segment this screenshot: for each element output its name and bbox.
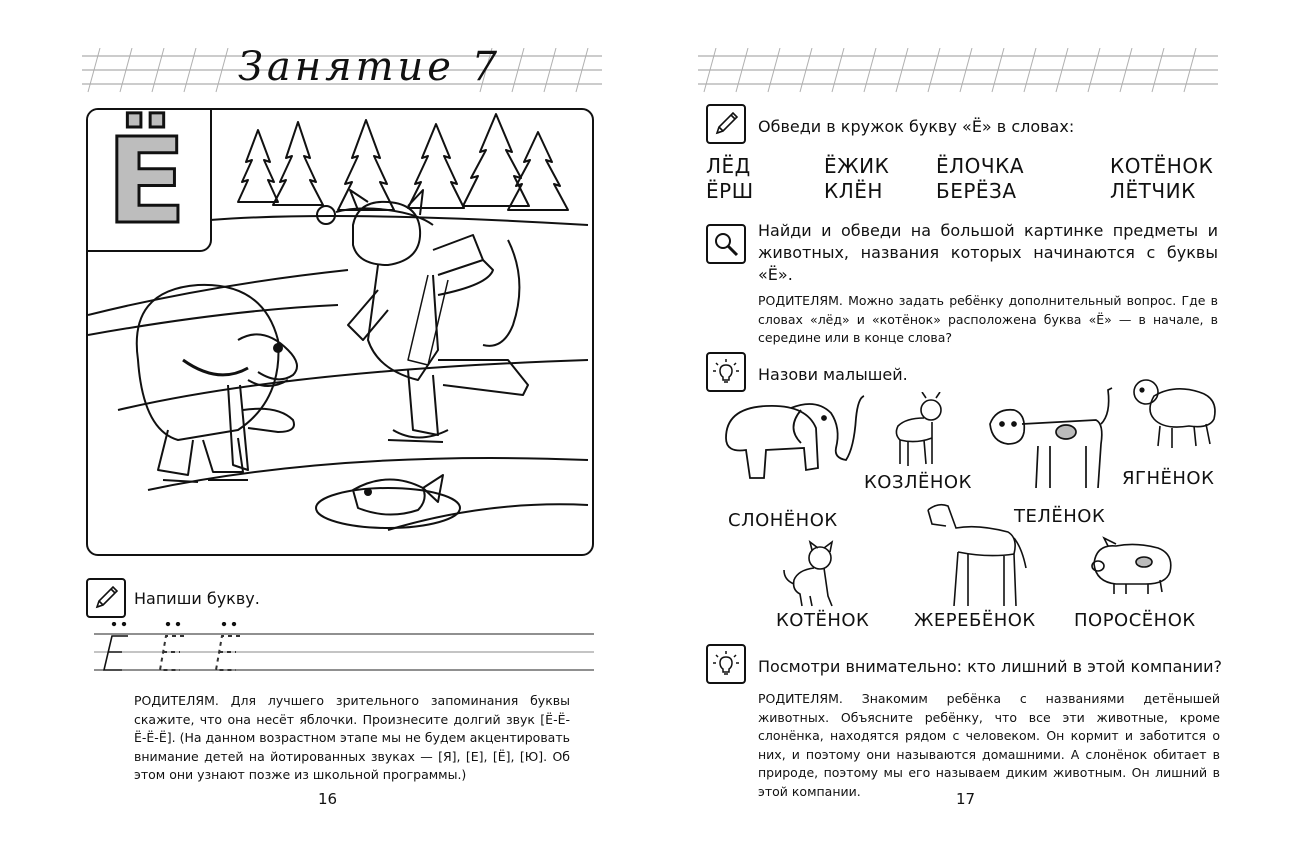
coloring-picture: [86, 108, 594, 556]
letter-practice-lines: [94, 622, 594, 682]
word: ЁРШ: [706, 179, 754, 203]
piglet-illustration: [1086, 534, 1176, 598]
label-calf: ТЕЛЁНОК: [1014, 506, 1106, 527]
label-elephant-calf: СЛОНЁНОК: [728, 510, 838, 531]
kitten-illustration: [780, 540, 850, 608]
elephant-calf-illustration: [706, 388, 866, 498]
big-letter: Ё: [106, 112, 187, 250]
word-grid: [706, 154, 1226, 204]
word: ЛЁД: [706, 154, 751, 178]
page-number-16: 16: [318, 790, 338, 808]
label-foal: ЖЕРЕБЁНОК: [914, 610, 1036, 631]
label-goat-kid: КОЗЛЁНОК: [864, 472, 972, 493]
parents-note-right: РОДИТЕЛЯМ. Знакомим ребёнка с названиями детёнышей животных. Объясните ребёнку, что все эти животные, кроме слонёнка, находятся рядом с человеком. Он кормит и заботится о них, и поэтому они называются домашними. А слонёнок обитает в природе, поэтому мы его называем диким животным. Он лишний в этой компании.: [758, 691, 1220, 799]
magnifier-icon: [706, 224, 746, 264]
pencil-icon: [706, 104, 746, 144]
task-find-objects: Найди и обведи на большой картинке предметы и животных, названия которых начинаются с буквы «Ё».: [758, 221, 1218, 284]
foal-illustration: [918, 498, 1028, 610]
goat-kid-illustration: [886, 392, 956, 472]
task-odd-one-out: Посмотри внимательно: кто лишний в этой компании?: [758, 657, 1223, 676]
lamb-illustration: [1124, 374, 1224, 454]
word: ЁЖИК: [824, 154, 890, 178]
task-write-letter: Напиши букву.: [134, 589, 260, 608]
word: БЕРЁЗА: [936, 179, 1017, 203]
label-piglet: ПОРОСЁНОК: [1074, 610, 1196, 631]
word: ЛЁТЧИК: [1110, 179, 1196, 203]
pencil-icon: [86, 578, 126, 618]
calf-illustration: [986, 384, 1126, 494]
label-kitten: КОТЁНОК: [776, 610, 870, 631]
word: КЛЁН: [824, 179, 883, 203]
word: ЁЛОЧКА: [936, 154, 1025, 178]
letter-box: [88, 110, 212, 252]
word: КОТЁНОК: [1110, 154, 1214, 178]
parents-note-left: РОДИТЕЛЯМ. Для лучшего зрительного запоминания буквы скажите, что она несёт яблочки. Произнесите долгий звук [Ё-Ё-Ё-Ё-Ё]. (На данном возрастном этапе мы не будем акцентировать внимание детей на йотированных звуках — [Я], [Е], [Ё], [Ю]. Об этом они узнают позже из школьной программы.): [134, 693, 570, 782]
parents-note-question: РОДИТЕЛЯМ. Можно задать ребёнку дополнительный вопрос. Где в словах «лёд» и «котёнок» расположена буква «Ё» — в начале, в середине или в конце слова?: [758, 293, 1218, 345]
copybook-header-lines-right: [698, 48, 1218, 94]
task-name-babies: Назови малышей.: [758, 365, 908, 384]
task-circle-letter: Обведи в кружок букву «Ё» в словах:: [758, 117, 1075, 136]
lesson-title: Занятие 7: [238, 44, 502, 90]
lightbulb-icon: [706, 352, 746, 392]
right-page: [650, 0, 1300, 853]
page-number-17: 17: [956, 790, 976, 808]
label-lamb: ЯГНЁНОК: [1122, 468, 1215, 489]
lightbulb-icon: [706, 644, 746, 684]
